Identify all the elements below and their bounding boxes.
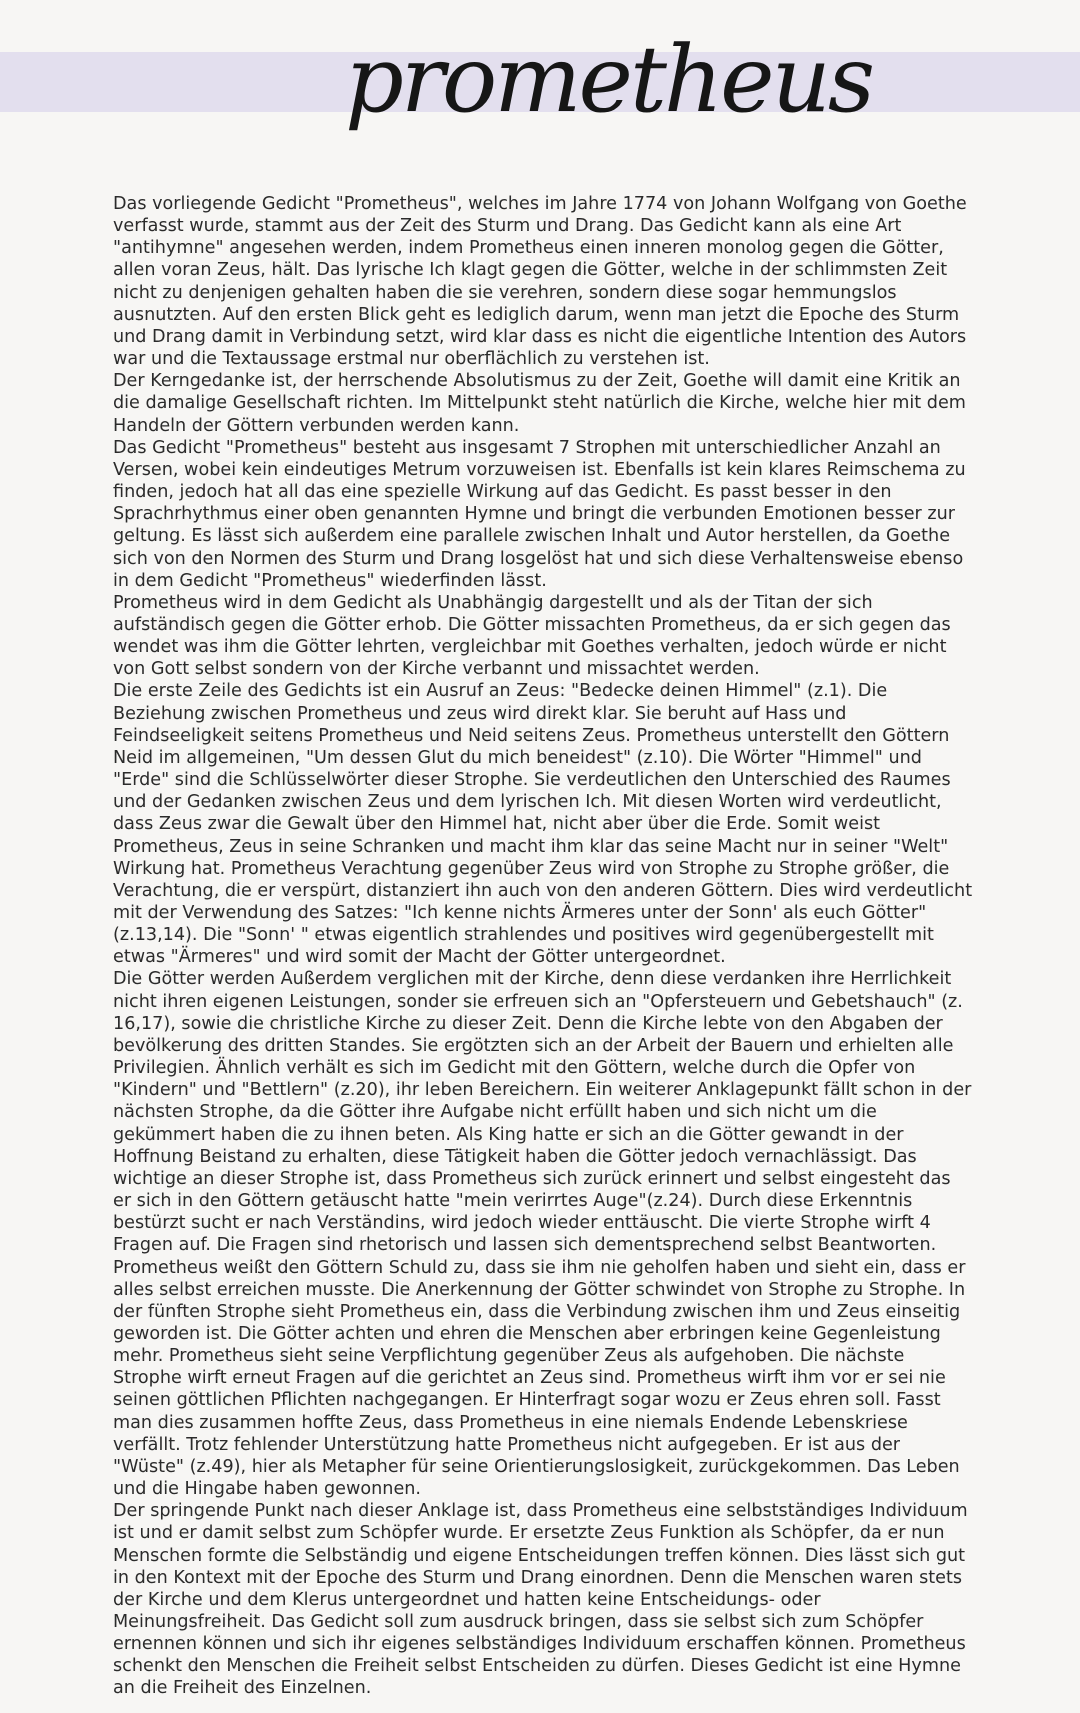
- essay-body: [113, 193, 973, 1700]
- paragraph-form: Das Gedicht "Prometheus" besteht aus insgesamt 7 Strophen mit unterschiedlicher Anzahl an Versen, wobei kein eindeutiges Metrum vorzuweisen ist. Ebenfalls ist kein klares Reimschema zu finden, jedoch hat all das eine spezielle Wirkung auf das Gedicht. Es passt besser in den Sprachrhythmus einer oben genannten Hymne und bringt die verbunden Emotionen besser zur geltung. Es lässt sich außerdem eine parallele zwischen Inhalt und Autor herstellen, da Goethe sich von den Normen des Sturm und Drang losgelöst hat und sich diese Verhaltensweise ebenso in dem Gedicht "Prometheus" wiederfinden lässt.: [113, 437, 966, 591]
- paragraph-conclusion: Der springende Punkt nach dieser Anklage ist, dass Prometheus eine selbstständiges Individuum ist und er damit selbst zum Schöpfer wurde. Er ersetzte Zeus Funktion als Schöpfer, da er nun Menschen formte die Selbständig und eigene Entscheidungen treffen können. Dies lässt sich gut in den Kontext mit der Epoche des Sturm und Drang einordnen. Denn die Menschen waren stets der Kirche und dem Klerus untergeordnet und hatten keine Entscheidungs- oder Meinungsfreiheit. Das Gedicht soll zum ausdruck bringen, dass sie selbst sich zum Schöpfer ernennen können und sich ihr eigenes selbständiges Individuum erschaffen können. Prometheus schenkt den Menschen die Freiheit selbst Entscheiden zu dürfen. Dieses Gedicht ist eine Hymne an die Freiheit des Einzelnen.: [113, 1501, 968, 1699]
- paragraph-core-idea: Der Kerngedanke ist, der herrschende Absolutismus zu der Zeit, Goethe will damit eine Kritik an die damalige Gesellschaft richten. Im Mittelpunkt steht natürlich die Kirche, welche hier mit dem Handeln der Göttern verbunden werden kann.: [113, 371, 966, 436]
- paragraph-introduction: Das vorliegende Gedicht "Prometheus", welches im Jahre 1774 von Johann Wolfgang von Goethe verfasst wurde, stammt aus der Zeit des Sturm und Drang. Das Gedicht kann als eine Art "antihymne" angesehen werden, indem Prometheus einen inneren monolog gegen die Götter, allen voran Zeus, hält. Das lyrische Ich klagt gegen die Götter, welche in der schlimmsten Zeit nicht zu denjenigen gehalten haben die sie verehren, sondern diese sogar hemmungslos ausnutzten. Auf den ersten Blick geht es lediglich darum, wenn man jetzt die Epoche des Sturm und Drang damit in Verbindung setzt, wird klar dass es nicht die eigentliche Intention des Autors war und die Textaussage erstmal nur oberflächlich zu verstehen ist.: [113, 194, 967, 370]
- paragraph-prometheus-role: Prometheus wird in dem Gedicht als Unabhängig dargestellt und als der Titan der sich aufständisch gegen die Götter erhob. Die Götter missachten Prometheus, da er sich gegen das wendet was ihm die Götter lehrten, vergleichbar mit Goethes verhalten, jedoch würde er nicht von Gott selbst sondern von der Kirche verbannt und missachtet werden.: [113, 592, 951, 680]
- paragraph-first-stanza: Die erste Zeile des Gedichts ist ein Ausruf an Zeus: "Bedecke deinen Himmel" (z.1). Die Beziehung zwischen Prometheus und zeus wird direkt klar. Sie beruht auf Hass und Feindseeligkeit seitens Prometheus und Neid seitens Zeus. Prometheus unterstellt den Göttern Neid im allgemeinen, "Um dessen Glut du mich beneidest" (z.10). Die Wörter "Himmel" und "Erde" sind die Schlüsselwörter dieser Strophe. Sie verdeutlichen den Unterschied des Raumes und der Gedanken zwischen Zeus und dem lyrischen Ich. Mit diesen Worten wird verdeutlicht, dass Zeus zwar die Gewalt über den Himmel hat, nicht aber über die Erde. Somit weist Prometheus, Zeus in seine Schranken und macht ihm klar das seine Macht nur in seiner "Welt" Wirkung hat. Prometheus Verachtung gegenüber Zeus wird von Strophe zu Strophe größer, die Verachtung, die er verspürt, distanziert ihn auch von den anderen Göttern. Dies wird verdeutlicht mit der Verwendung des Satzes: "Ich kenne nichts Ärmeres unter der Sonn' als euch Götter" (z.13,14). Die "Sonn' " etwas eigentlich strahlendes und positives wird gegenübergestellt mit etwas "Ärmeres" und wird somit der Macht der Götter untergeordnet.: [113, 681, 973, 968]
- paragraph-gods-and-church: Die Götter werden Außerdem verglichen mit der Kirche, denn diese verdanken ihre Herrlichkeit nicht ihren eigenen Leistungen, sonder sie erfreuen sich an "Opfersteuern und Gebetshauch" (z. 16,17), sowie die christliche Kirche zu dieser Zeit. Denn die Kirche lebte von den Abgaben der bevölkerung des dritten Standes. Sie ergötzten sich an der Arbeit der Bauern und erhielten alle Privilegien. Ähnlich verhält es sich im Gedicht mit den Göttern, welche durch die Opfer von "Kindern" und "Bettlern" (z.20), ihr leben Bereichern. Ein weiterer Anklagepunkt fällt schon in der nächsten Strophe, da die Götter ihre Aufgabe nicht erfüllt haben und sich nicht um die gekümmert haben die zu ihnen beten. Als King hatte er sich an die Götter gewandt in der Hoffnung Beistand zu erhalten, diese Tätigkeit haben die Götter jedoch vernachlässigt. Das wichtige an dieser Strophe ist, dass Prometheus sich zurück erinnert und selbst eingesteht das er sich in den Göttern getäuscht hatte "mein verirrtes Auge"(z.24). Durch diese Erkenntnis bestürzt sucht er nach Verständins, wird jedoch wieder enttäuscht. Die vierte Strophe wirft 4 Fragen auf. Die Fragen sind rhetorisch und lassen sich dementsprechend selbst Beantworten. Prometheus weißt den Göttern Schuld zu, dass sie ihm nie geholfen haben und sieht ein, dass er alles selbst erreichen musste. Die Anerkennung der Götter schwindet von Strophe zu Strophe. In der fünften Strophe sieht Prometheus ein, dass die Verbindung zwischen ihm und Zeus einseitig geworden ist. Die Götter achten und ehren die Menschen aber erbringen keine Gegenleistung mehr. Prometheus sieht seine Verpflichtung gegenüber Zeus als aufgehoben. Die nächste Strophe wirft erneut Fragen auf die gerichtet an Zeus sind. Prometheus wirft ihm vor er sei nie seinen göttlichen Pflichten nachgegangen. Er Hinterfragt sogar wozu er Zeus ehren soll. Fasst man dies zusammen hoffte Zeus, dass Prometheus in eine niemals Endende Lebenskriese verfällt. Trotz fehlender Unterstützung hatte Prometheus nicht aufgegeben. Er ist aus der "Wüste" (z.49), hier als Metapher für seine Orientierungslosigkeit, zurückgekommen. Das Leben und die Hingabe haben gewonnen.: [113, 969, 972, 1500]
- page-title: prometheus: [345, 26, 873, 133]
